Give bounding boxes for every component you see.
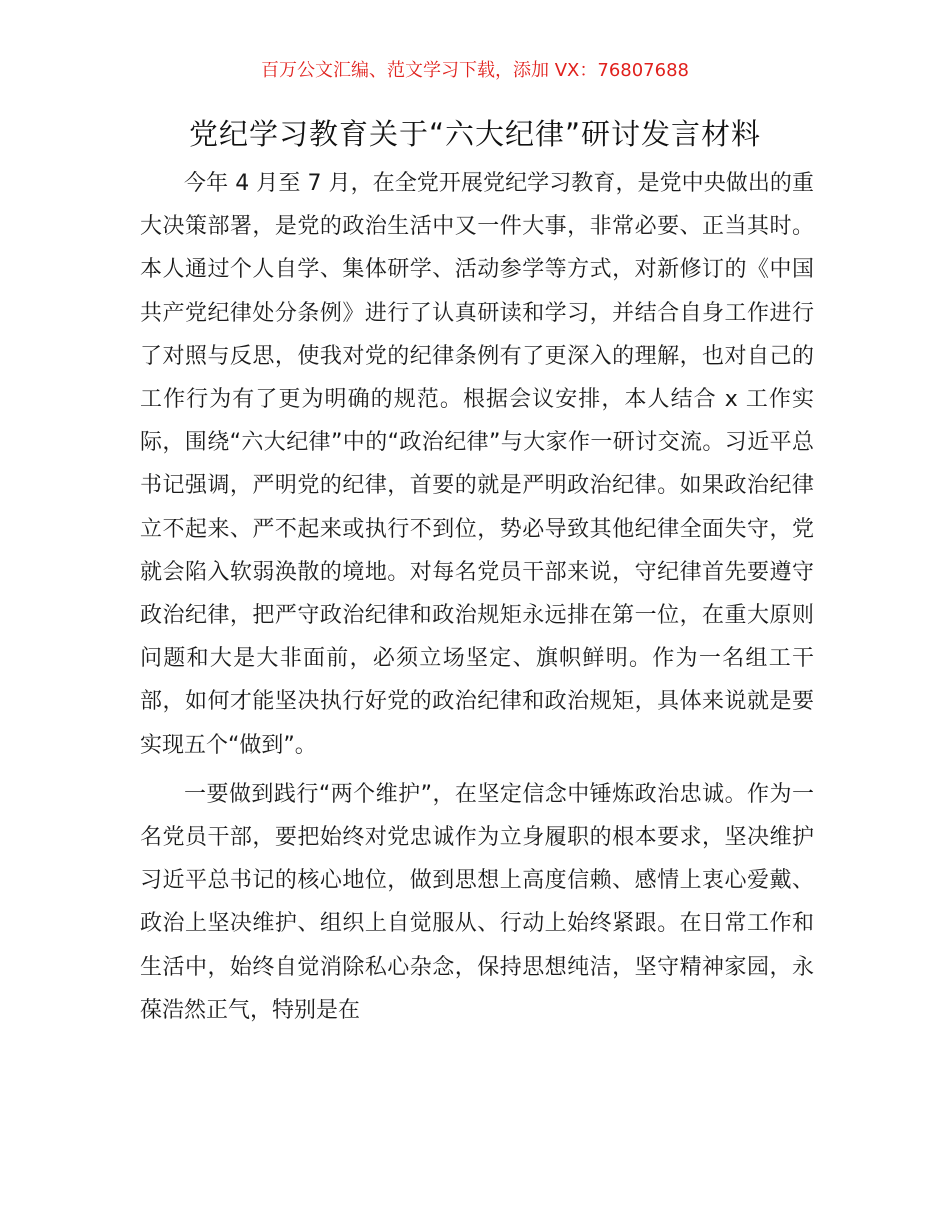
- document-title: 党纪学习教育关于“六大纪律”研讨发言材料: [188, 117, 762, 151]
- header-banner: 百万公文汇编、范文学习下载，添加 VX：76807688: [261, 60, 689, 81]
- paragraph-intro: 今年 4 月至 7 月，在全党开展党纪学习教育，是党中央做出的重大决策部署，是党的政治生活中又一件大事，非常必要、正当其时。本人通过个人自学、集体研学、活动参学等方式，对新修订的《中国共产党纪律处分条例》进行了认真研读和学习，并结合自身工作进行了对照与反思，使我对党的纪律条例有了更深入的理解，也对自己的工作行为有了更为明确的规范。根据会议安排，本人结合 x 工作实际，围绕“六大纪律”中的“政治纪律”与大家作一研讨交流。习近平总书记强调，严明党的纪律，首要的就是严明政治纪律。如果政治纪律立不起来、严不起来或执行不到位，势必导致其他纪律全面失守，党就会陷入软弱涣散的境地。对每名党员干部来说，守纪律首先要遵守政治纪律，把严守政治纪律和政治规矩永远排在第一位，在重大原则问题和大是大非面前，必须立场坚定、旗帜鲜明。作为一名组工干部，如何才能坚决执行好党的政治纪律和政治规矩，具体来说就是要实现五个“做到”。: [140, 171, 814, 758]
- paragraph-point-one: 一要做到践行“两个维护”，在坚定信念中锤炼政治忠诚。作为一名党员干部，要把始终对党忠诚作为立身履职的根本要求，坚决维护习近平总书记的核心地位，做到思想上高度信赖、感情上衷心爱戴、政治上坚决维护、组织上自觉服从、行动上始终紧跟。在日常工作和生活中，始终自觉消除私心杂念，保持思想纯洁，坚守精神家园，永葆浩然正气，特别是在: [140, 781, 814, 1023]
- document-body: [140, 162, 814, 1032]
